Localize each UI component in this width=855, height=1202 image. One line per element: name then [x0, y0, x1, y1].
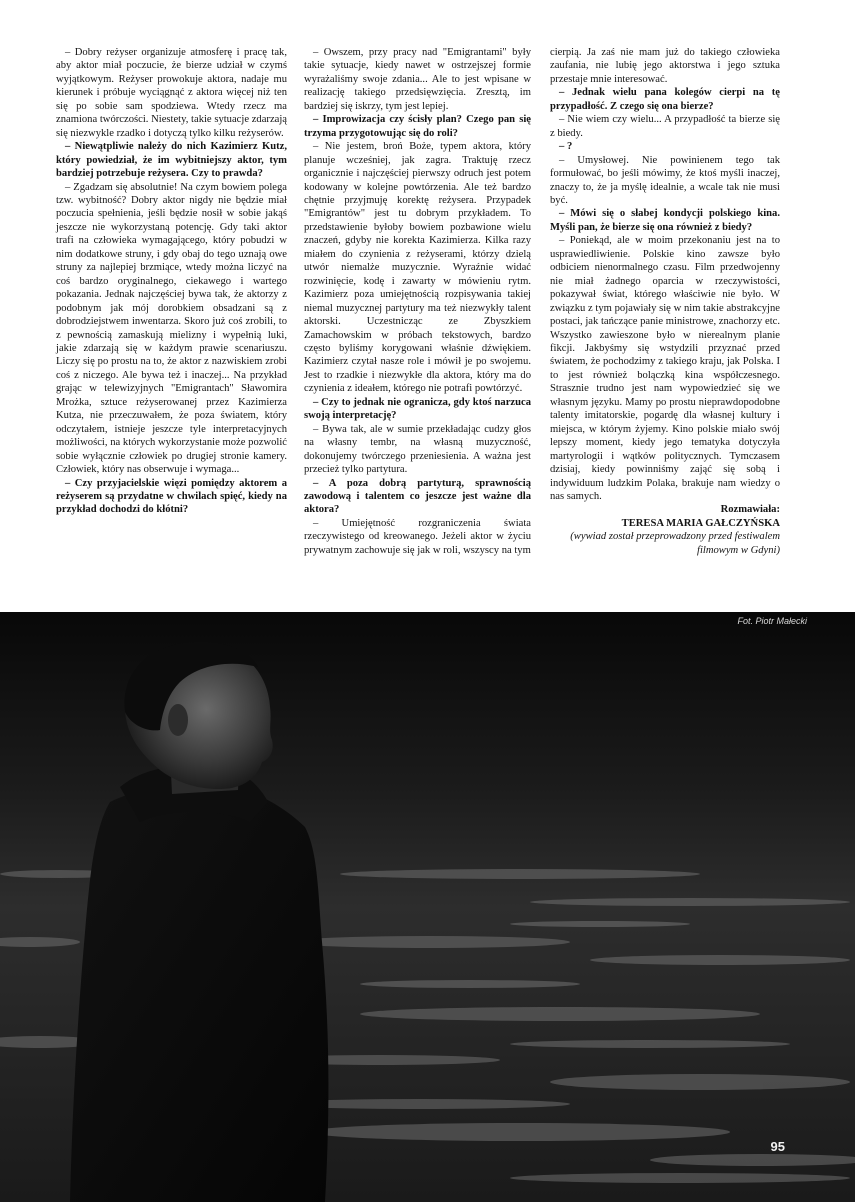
text-column-2: [304, 46, 531, 557]
text-column-1: [56, 46, 287, 517]
photo-credit: Fot. Piotr Małecki: [737, 616, 807, 626]
question-paragraph: – Niewątpliwie należy do nich Kazimierz Kutz, który powiedział, że im wybitniejszy aktor, tym bardziej potrzebuje reżysera. Czy to prawda?: [56, 141, 287, 180]
question-paragraph: – A poza dobrą partyturą, sprawnością zawodową i talentem co jeszcze jest ważne dla aktora?: [304, 477, 531, 516]
answer-paragraph: – Poniekąd, ale w moim przekonaniu jest na to usprawiedliwienie. Polskie kino zawsze było odbiciem nienormalnego czasu. Film przedwojenny nie miał żadnego oparcia w rzeczywistości, pokazywał świat, którego właściwie nie było. W związku z tym pojawiały się w nim takie abstrakcyjne postaci, jak tańczące panie ministrowe, znachorzy etc. Wszystko zawieszone było w nierealnym planie fikcji. Jakbyśmy się wstydzili przyznać przed światem, że pochodzimy z takiego kraju, jak Polska. I to jest również bolączką kina współczesnego. Strasznie trudno jest nam wypowiedzieć się we własnym języku. Mamy po prostu nieprawdopodobne talenty imitatorskie, pogardę dla własnej kultury i miejsca, w którym żyjemy. Kino polskie miało swój lepszy moment, kiedy jego tematyka dotyczyła martyrologii i wątków politycznych. Tymczasem dzisiaj, kiedy powinniśmy zająć się sobą i indywiduum ludzkim Polaka, brakuje nam wiedzy o nas samych.: [550, 235, 780, 502]
answer-paragraph: – Nie jestem, broń Boże, typem aktora, który planuje wcześniej, jak zagra. Traktuję rzecz organicznie i najczęściej pierwszy odruch jest potem kodowany w kolejne powtórzenia. Ale też bardzo chętnie przyjmuję korektę reżysera. Przypadek "Emigrantów" jest tu dobrym przykładem. To przedstawienie byłoby bowiem pozbawione wielu znaczeń, gdyby nie korekta Kazimierza. Kilka razy miałem do czynienia z reżyserami, którzy dzielą utwór niemalże muzycznie. Wyraźnie widać rozwinięcie, kodę i zawarty w mówieniu rytm. Kazimierz poza umiejętnością rozpisywania takiej niemal muzycznej partytury ma też niezwykły talent aktorski. Uczestnicząc ze Zbyszkiem Zamachowskim w próbach tekstowych, bardzo często byliśmy korygowani właśnie dźwiękiem. Kazimierz czytał nasze role i mówił je po swojemu. Jest to rzadkie i niezwykłe dla aktora, który ma do czynienia z ideałem, którego nie potrafi powtórzyć.: [304, 141, 531, 395]
answer-paragraph: – Dobry reżyser organizuje atmosferę i pracę tak, aby aktor miał poczucie, że bierze udział w czymś wyjątkowym. Reżyser prowokuje aktora, nadaje mu kierunek i próbuje wyciągnąć z aktora więcej niż ten się po sobie sam spodziewa. Wtedy rzecz ma znamiona twórczości. Niestety, takie sytuacje zdarzają się niezwykle rzadko i dotyczą tylko kilku reżyserów.: [56, 47, 287, 139]
answer-paragraph: – Umiejętność rozgraniczenia świata rzeczywistego od kreowanego. Jeżeli aktor w życiu prywatnym zachowuje się jak w roli, wszyscy na tym: [304, 517, 531, 556]
text-column-3: [550, 46, 780, 557]
question-paragraph: – Jednak wielu pana kolegów cierpi na tę przypadłość. Z czego się ona bierze?: [550, 87, 780, 112]
question-paragraph: – Czy to jednak nie ogranicza, gdy ktoś narzuca swoją interpretację?: [304, 396, 531, 422]
author-signature: Rozmawiała:: [720, 504, 780, 516]
question-paragraph: – Czy przyjacielskie więzi pomiędzy aktorem a reżyserem są przydatne w chwilach spięć, kiedy na przykład dochodzi do kłótni?: [56, 477, 287, 516]
question-paragraph: – Improwizacja czy ścisły plan? Czego pan się trzyma przygotowując się do roli?: [304, 114, 531, 139]
answer-paragraph: – Bywa tak, ale w sumie przekładając cudzy głos na własny tembr, na własną muzyczność, dokonujemy twórczego przeniesienia. A ważna jest przecież tylko partytura.: [304, 423, 531, 476]
answer-paragraph: – Umysłowej. Nie powinienem tego tak formułować, bo jeśli mówimy, że ktoś myśli inaczej, znaczy to, że ja myślę idealnie, a wcale tak nie musi być.: [550, 154, 780, 206]
answer-paragraph: – Zgadzam się absolutnie! Na czym bowiem polega tzw. wybitność? Dobry aktor nigdy nie będzie miał poczucia spełnienia, jeśli będzie nosił w sobie jakąś jeszcze nie wykorzystaną potencję. Gdy taki aktor trafi na człowieka wymagającego, który pobudzi w nim dodatkowe struny, i gdy obaj do tego uznają owe struny za najlepiej brzmiące, wtedy można liczyć na coś bardzo oryginalnego, ciekawego i wartego pokazania. Jednak najczęściej bywa tak, że aktorzy z podobnym jak mój dorobkiem obsadzani są z dobrodziejstwem inwentarza. Skoro już coś zrobili, to z pewnością zamaskują mielizny i wypełnią luki, jakie zdarzają się w każdym prawie scenariuszu. Liczy się po prostu na to, że aktor z nazwiskiem zrobi coś z niczego. Ale bywa też i inaczej... Na przykład grając w telewizyjnych "Emigrantach" Sławomira Mrożka, sztuce reżyserowanej przez Kazimierza Kutza, nie przeczuwałem, że poza światem, który odczytałem, istnieje jeszcze tyle interpretacyjnych możliwości, na których wykorzystanie może pozwolić sobie wyłącznie człowiek po drugiej stronie kamery. Człowiek, który nas obserwuje i wymaga...: [56, 181, 287, 476]
question-paragraph: – Mówi się o słabej kondycji polskiego kina. Myśli pan, że bierze się ona również z biedy?: [550, 208, 780, 233]
interview-note: (wywiad został przeprowadzony przed festiwalem filmowym w Gdyni): [570, 531, 780, 556]
page-number: 95: [770, 1139, 785, 1154]
author-signature: TERESA MARIA GAŁCZYŃSKA: [621, 517, 780, 529]
photo-image: [0, 612, 855, 1202]
photo: [0, 612, 855, 1202]
question-paragraph: – ?: [559, 141, 573, 153]
continued-paragraph: cierpią. Ja zaś nie mam już do takiego człowieka zaufania, nie lubię jego aktorstwa i jego sztuka przestaje mnie interesować.: [550, 47, 780, 85]
answer-paragraph: – Nie wiem czy wielu... A przypadłość ta bierze się z biedy.: [550, 114, 780, 139]
answer-paragraph: – Owszem, przy pracy nad "Emigrantami" były takie sytuacje, kiedy nawet w ostrzejszej formie wyrażaliśmy swoje zdania... Ale to jest wpisane w realizację takiego przedsięwzięcia. Zresztą, im bardziej się iskrzy, tym jest lepiej.: [304, 47, 531, 112]
